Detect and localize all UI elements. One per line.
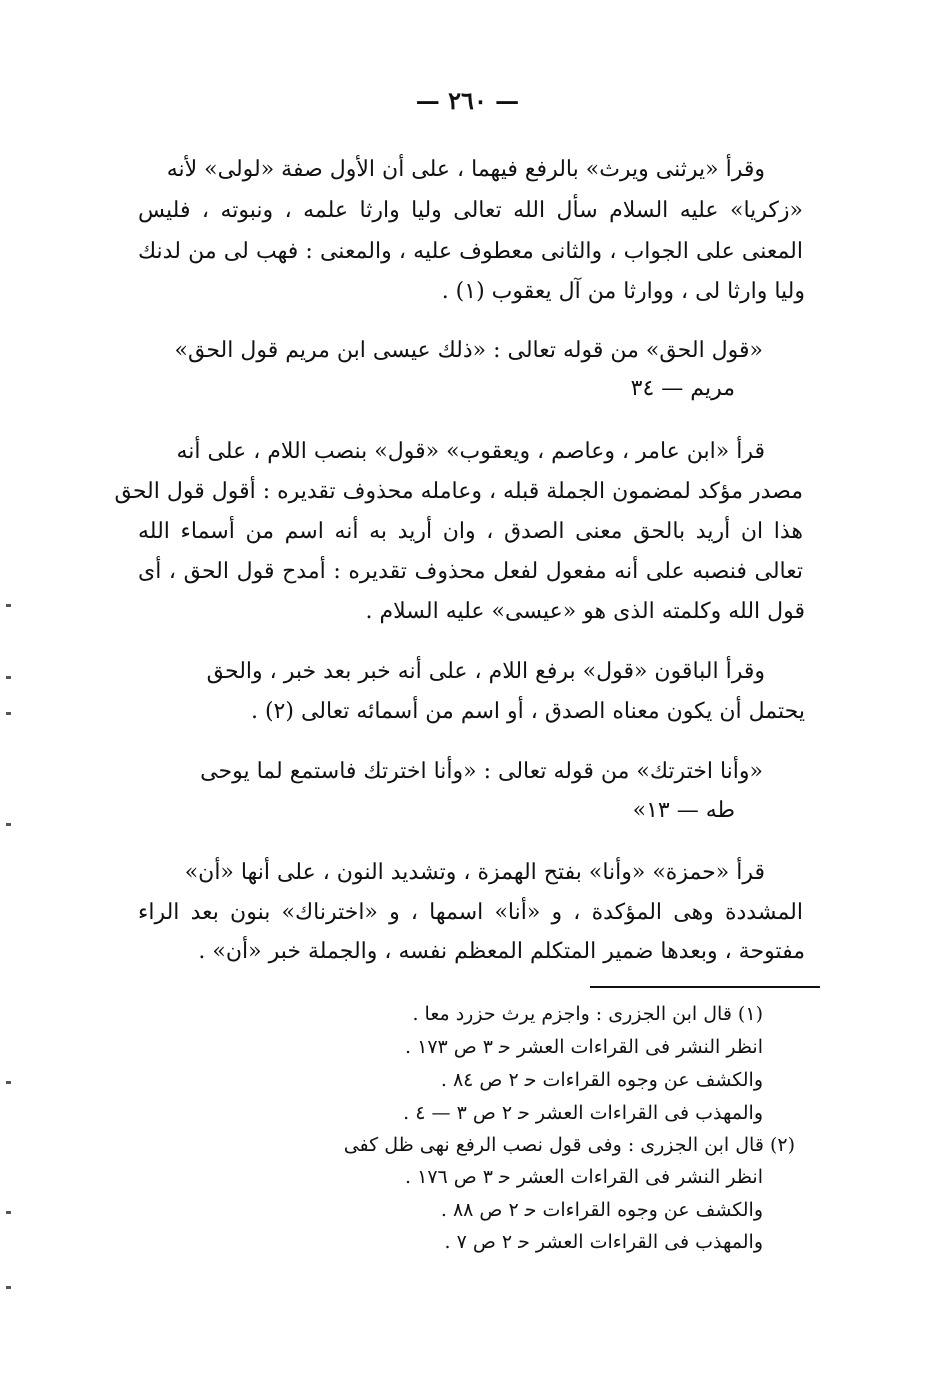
footnote-line: والمهذب فى القراءات العشر ﺣ ٢ ص ٧ . [444, 1231, 763, 1253]
body-line: المعنى على الجواب ، والثانى معطوف عليه ، والمعنى : فهب لى من لدنك [138, 239, 803, 264]
footnote-divider [590, 986, 820, 988]
footnote-line: (١) قال ابن الجزرى : واجزم يرث حزرد معا . [412, 1003, 763, 1025]
scan-mark [6, 823, 11, 826]
scan-mark [6, 712, 11, 715]
footnote-line: والمهذب فى القراءات العشر ﺣ ٢ ص ٣ — ٤ . [403, 1102, 763, 1124]
body-line: وليا وارثا لى ، ووارثا من آل يعقوب (١) . [441, 279, 805, 304]
body-line: وقرأ «يرثنى ويرث» بالرفع فيهما ، على أن الأول صفة «لولى» لأنه [166, 157, 765, 182]
scan-mark [6, 1211, 11, 1214]
body-line: وقرأ الباقون «قول» برفع اللام ، على أنه خبر بعد خبر ، والحق [206, 659, 765, 684]
verse-quote: «قول الحق» من قوله تعالى : «ذلك عيسى ابن مريم قول الحق» [174, 338, 763, 363]
scan-mark [6, 604, 11, 607]
body-line: المشددة وهى المؤكدة ، و «أنا» اسمها ، و «اخترناك» بنون بعد الراء [138, 900, 803, 925]
body-line: مصدر مؤكد لمضمون الجملة قبله ، وعامله محذوف تقديره : أقول قول الحق [114, 479, 803, 504]
footnote-line: والكشف عن وجوه القراءات ﺣ ٢ ص ٨٨ . [440, 1199, 763, 1221]
body-line: تعالى فنصبه على أنه مفعول لفعل محذوف تقديره : أمدح قول الحق ، أى [138, 559, 803, 584]
body-line: قرأ «ابن عامر ، وعاصم ، ويعقوب» «قول» بنصب اللام ، على أنه [176, 439, 765, 464]
verse-reference: مريم — ٣٤ [630, 376, 735, 401]
footnote-line: انظر النشر فى القراءات العشر ﺣ ٣ ص ١٧٣ . [405, 1036, 763, 1058]
body-line: يحتمل أن يكون معناه الصدق ، أو اسم من أسمائه تعالى (٢) . [250, 699, 805, 724]
footnote-line: والكشف عن وجوه القراءات ﺣ ٢ ص ٨٤ . [440, 1069, 763, 1091]
scan-mark [6, 676, 11, 679]
scan-mark [6, 1286, 11, 1289]
scan-mark [6, 1081, 11, 1084]
footnote-line: (٢) قال ابن الجزرى : وفى قول نصب الرفع نهى ظل كفى [343, 1134, 795, 1156]
body-line: مفتوحة ، وبعدها ضمير المتكلم المعظم نفسه ، والجملة خبر «أن» . [198, 939, 805, 964]
verse-quote: «وأنا اخترتك» من قوله تعالى : «وأنا اخترتك فاستمع لما يوحى [200, 759, 763, 784]
body-line: هذا ان أريد بالحق معنى الصدق ، وان أريد به أنه اسم من أسماء الله [138, 519, 803, 544]
body-line: «زكريا» عليه السلام سأل الله تعالى وليا وارثا علمه ، ونبوته ، فليس [138, 198, 803, 223]
verse-reference: طه — ١٣» [632, 798, 735, 823]
body-line: قول الله وكلمته الذى هو «عيسى» عليه السلام . [365, 599, 805, 624]
footnote-line: انظر النشر فى القراءات العشر ﺣ ٣ ص ١٧٦ . [405, 1166, 763, 1188]
page-number: — ٢٦٠ — [415, 86, 520, 115]
body-line: قرأ «حمزة» «وأنا» بفتح الهمزة ، وتشديد النون ، على أنها «أن» [184, 860, 765, 885]
